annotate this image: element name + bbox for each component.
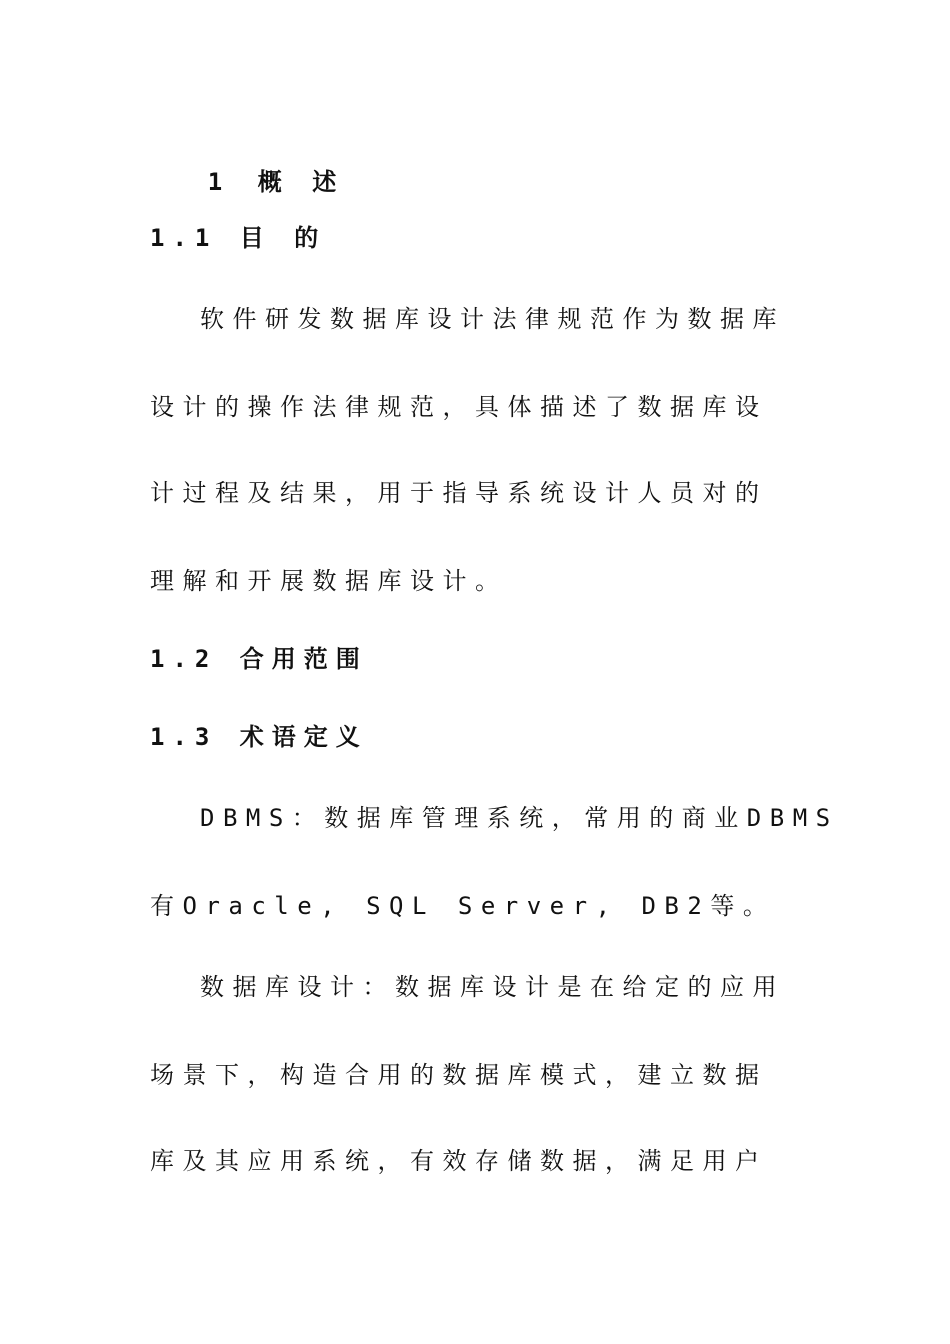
section-heading-overview [150, 146, 344, 218]
section-number: 1 [207, 168, 223, 196]
paragraph-line: 软件研发数据库设计法律规范作为数据库 [200, 305, 785, 333]
section-heading-scope: 1.2 合用范围 [150, 645, 368, 673]
section-heading-purpose: 1.1 目 的 [150, 224, 327, 252]
section-title: 概 述 [257, 168, 345, 196]
paragraph-line: 库及其应用系统，有效存储数据，满足用户 [150, 1147, 768, 1175]
paragraph-line: 数据库设计：数据库设计是在给定的应用 [200, 973, 785, 1001]
paragraph-line: DBMS：数据库管理系统，常用的商业DBMS [200, 804, 839, 832]
section-heading-terms: 1.3 术语定义 [150, 723, 368, 751]
paragraph-line: 场景下，构造合用的数据库模式，建立数据 [150, 1061, 768, 1089]
paragraph-line: 设计的操作法律规范，具体描述了数据库设 [150, 393, 768, 421]
paragraph-line: 有Oracle, SQL Server, DB2等。 [150, 892, 776, 920]
paragraph-line: 理解和开展数据库设计。 [150, 567, 508, 595]
paragraph-line: 计过程及结果，用于指导系统设计人员对的 [150, 479, 768, 507]
